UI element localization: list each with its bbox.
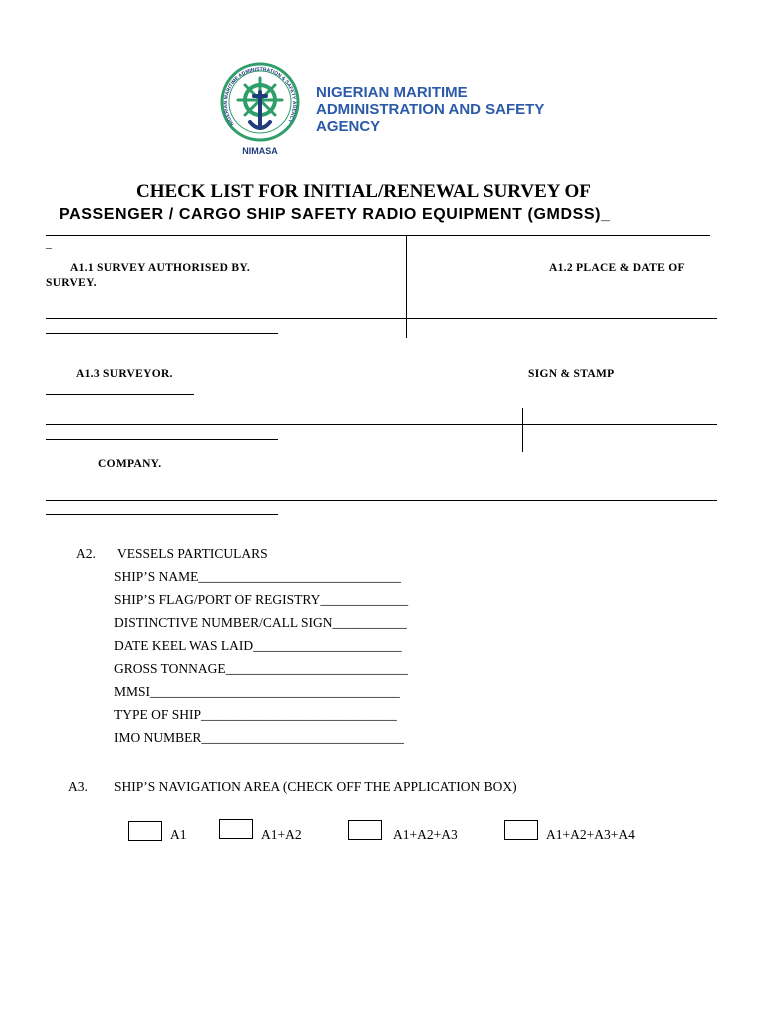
stray-mark: _ (46, 236, 52, 250)
gross-tonnage-field[interactable]: GROSS TONNAGE___________________________ (114, 661, 408, 676)
checkbox-a1-a2-a3[interactable] (348, 820, 382, 840)
company-label: COMPANY. (98, 458, 162, 470)
section-a2-number: A2. (76, 546, 96, 561)
option-a1-a2-label: A1+A2 (261, 827, 302, 842)
column-divider (522, 408, 523, 452)
company-field-cont[interactable] (46, 514, 278, 515)
logo-text: NIMASA (242, 146, 278, 156)
sign-stamp-label: SIGN & STAMP (528, 368, 615, 380)
survey-authorised-label: A1.1 SURVEY AUTHORISED BY. (70, 262, 251, 274)
org-name (316, 84, 544, 135)
surveyor-field[interactable] (46, 424, 717, 425)
survey-authorised-field[interactable] (46, 318, 717, 319)
surveyor-label: A1.3 SURVEYOR. (76, 368, 173, 380)
survey-authorised-label-cont: SURVEY. (46, 277, 97, 289)
nimasa-logo (214, 62, 306, 158)
mmsi-field[interactable]: MMSI_____________________________________ (114, 684, 400, 699)
checkbox-a1-a2[interactable] (219, 819, 253, 839)
ship-flag-field[interactable]: SHIP’S FLAG/PORT OF REGISTRY_____________ (114, 592, 409, 607)
org-name-line2: ADMINISTRATION AND SAFETY (316, 101, 545, 118)
section-a2-heading: VESSELS PARTICULARS (117, 546, 268, 561)
section-a3-number: A3. (68, 779, 88, 794)
imo-number-field[interactable]: IMO NUMBER______________________________ (114, 730, 404, 745)
place-date-label: A1.2 PLACE & DATE OF (549, 262, 685, 274)
document-subtitle: PASSENGER / CARGO SHIP SAFETY RADIO EQUIPMENT (GMDSS)_ (59, 206, 611, 223)
divider-line (46, 235, 710, 236)
logo-ring-text: NIGERIAN MARITIME ADMINISTRATION & SAFETY AGENCY (222, 66, 298, 127)
column-divider (406, 235, 407, 338)
surveyor-field-short[interactable] (46, 394, 194, 395)
keel-date-field[interactable]: DATE KEEL WAS LAID______________________ (114, 638, 402, 653)
org-name-line3: AGENCY (316, 118, 381, 135)
option-a1-a2-a3-label: A1+A2+A3 (393, 827, 458, 842)
ship-wheel-anchor-icon (214, 62, 306, 158)
company-field[interactable] (46, 500, 717, 501)
org-name-line1: NIGERIAN MARITIME (316, 84, 468, 101)
checkbox-a1[interactable] (128, 821, 162, 841)
checkbox-a1-a2-a3-a4[interactable] (504, 820, 538, 840)
surveyor-field-cont[interactable] (46, 439, 278, 440)
ship-type-field[interactable]: TYPE OF SHIP_____________________________ (114, 707, 397, 722)
call-sign-field[interactable]: DISTINCTIVE NUMBER/CALL SIGN___________ (114, 615, 407, 630)
ship-name-field[interactable]: SHIP’S NAME______________________________ (114, 569, 401, 584)
survey-authorised-field-cont[interactable] (46, 333, 278, 334)
option-a1-a2-a3-a4-label: A1+A2+A3+A4 (546, 827, 635, 842)
option-a1-label: A1 (170, 827, 187, 842)
section-a3-heading: SHIP’S NAVIGATION AREA (CHECK OFF THE APPLICATION BOX) (114, 779, 517, 794)
document-title: CHECK LIST FOR INITIAL/RENEWAL SURVEY OF (136, 181, 591, 202)
